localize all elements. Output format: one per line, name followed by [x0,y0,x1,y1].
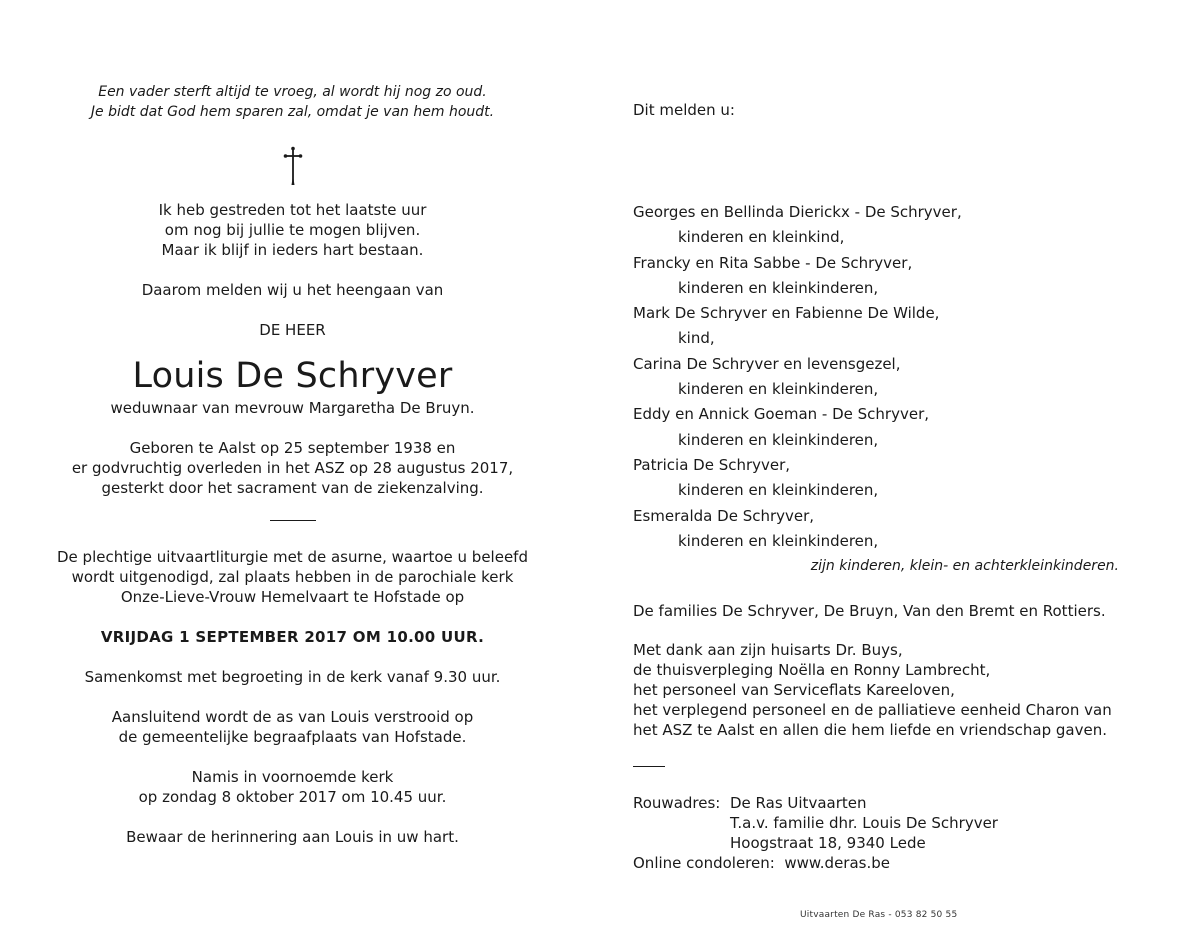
thanks-block [633,640,1133,740]
online-condolence [633,853,1133,873]
online-label: Online condoleren: [633,854,775,873]
intro-line: Dit melden u: [633,101,735,119]
ashes-line-2: de gemeentelijke begraafplaats van Hofstade. [118,728,467,746]
address-line-1: De Ras Uitvaarten [730,794,867,813]
family-relation: kinderen en kleinkinderen, [678,531,879,550]
born-line-2: er godvruchtig overleden in het ASZ op 28 augustus 2017, [71,459,514,477]
quote-line-1: Een vader sterft altijd te vroeg, al wordt hij nog zo oud. [98,84,487,100]
family-relation: kind, [678,329,715,348]
address-line-3: Hoogstraat 18, 9340 Lede [730,834,926,853]
mass-line-2: op zondag 8 oktober 2017 om 10.45 uur. [138,788,447,806]
thanks-line-2: de thuisverpleging Noëlla en Ronny Lambrecht, [633,661,991,680]
widower-line: weduwnaar van mevrouw Margaretha De Bruyn. [110,399,475,417]
thanks-line-3: het personeel van Serviceflats Kareeloven, [633,681,955,700]
poem-line-1: Ik heb gestreden tot het laatste uur [158,201,427,219]
thanks-line-4: het verplegend personeel en de palliatieve eenheid Charon van [633,701,1112,720]
gathering-line: Samenkomst met begroeting in de kerk vanaf 9.30 uur. [84,668,501,686]
family-list [633,202,1133,581]
family-name: Francky en Rita Sabbe - De Schryver, [633,253,913,272]
family-name: Eddy en Annick Goeman - De Schryver, [633,405,930,424]
online-url-link[interactable]: www.deras.be [784,854,890,873]
born-line-3: gesterkt door het sacrament van de ziekenzalving. [101,479,484,497]
memory-line: Bewaar de herinnering aan Louis in uw hart. [126,828,459,846]
ashes-line-1: Aansluitend wordt de as van Louis verstrooid op [111,708,474,726]
family-name: Patricia De Schryver, [633,455,791,474]
short-divider [633,766,665,767]
funeral-date: VRIJDAG 1 SEPTEMBER 2017 OM 10.00 UUR. [100,628,485,646]
family-name: Mark De Schryver en Fabienne De Wilde, [633,304,940,323]
extended-families: De families De Schryver, De Bruyn, Van den Bremt en Rottiers. [633,602,1106,621]
ceremony-line-2: wordt uitgenodigd, zal plaats hebben in de parochiale kerk [71,568,514,586]
family-signoff: zijn kinderen, klein- en achterkleinkinderen. [810,558,1119,575]
right-column [633,100,1133,873]
address-label: Rouwadres: [633,794,721,813]
poem-line-2: om nog bij jullie te mogen blijven. [164,221,421,239]
deceased-name: Louis De Schryver [132,356,453,396]
quote-line-2: Je bidt dat God hem sparen zal, omdat je van hem houdt. [90,104,495,120]
deceased-title: DE HEER [259,321,326,339]
family-name: Georges en Bellinda Dierickx - De Schryver, [633,203,962,221]
address-line-2: T.a.v. familie dhr. Louis De Schryver [730,814,998,833]
family-name: Carina De Schryver en levensgezel, [633,354,901,373]
ceremony-line-3: Onze-Lieve-Vrouw Hemelvaart te Hofstade op [120,588,465,606]
family-relation: kinderen en kleinkinderen, [678,380,879,399]
cross-icon [283,146,303,186]
announcement: Daarom melden wij u het heengaan van [141,281,444,299]
footer-credit: Uitvaarten De Ras - 053 82 50 55 [800,910,958,920]
family-name: Esmeralda De Schryver, [633,506,815,525]
mass-line-1: Namis in voornoemde kerk [191,768,394,786]
ceremony-line-1: De plechtige uitvaartliturgie met de asurne, waartoe u beleefd [57,548,528,566]
address-block [633,793,998,853]
family-relation: kinderen en kleinkinderen, [678,481,879,500]
family-relation: kinderen en kleinkinderen, [678,430,879,449]
left-column [30,82,555,847]
family-relation: kinderen en kleinkind, [678,228,845,247]
thanks-line-1: Met dank aan zijn huisarts Dr. Buys, [633,641,903,660]
poem-line-3: Maar ik blijf in ieders hart bestaan. [161,241,424,259]
divider [270,520,316,521]
born-line-1: Geboren te Aalst op 25 september 1938 en [129,439,456,457]
family-relation: kinderen en kleinkinderen, [678,278,879,297]
thanks-line-5: het ASZ te Aalst en allen die hem liefde en vriendschap gaven. [633,721,1107,740]
